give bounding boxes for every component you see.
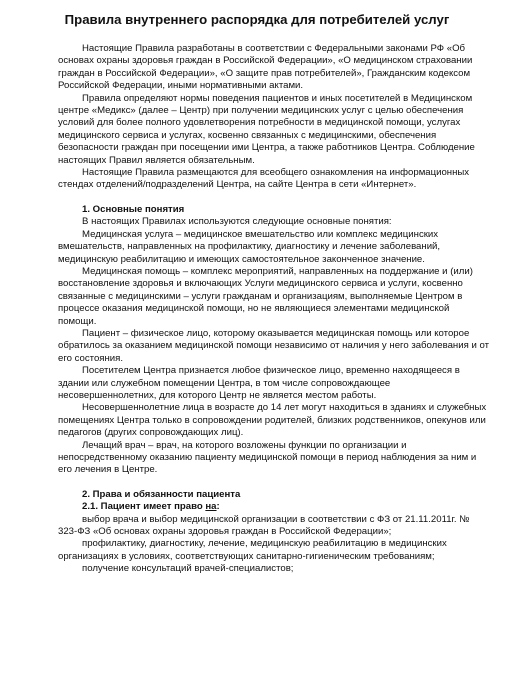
subheading-colon: : <box>216 501 220 513</box>
subheading-text: 2.1. Пациент имеет право <box>82 501 206 513</box>
section-1-paragraph-1: В настоящих Правилах используются следующие основные понятия: <box>82 216 392 228</box>
section-1-paragraph-3: Медицинская помощь – комплекс мероприятий, направленных на поддержание и (или) восстановление здоровья и включающих Услуги медицинского сервиса и услуги, косвенно связанные с медицинскими – услуги гражданам и организациям, выполняемые Центром в процессе оказания медицинской помощи, но не являющиеся элементами медицинской помощи. <box>58 265 473 327</box>
section-1-paragraph-2: Медицинская услуга – медицинское вмешательство или комплекс медицинских вмешательств, направленных на профилактику, диагностику и лечение заболеваний, медицинскую реабилитацию и имеющих самостоятельное законченное значение. <box>58 228 441 265</box>
spacer <box>58 477 490 489</box>
section-1-heading: 1. Основные понятия <box>82 203 185 215</box>
rights-item-3: получение консультаций врачей-специалистов; <box>82 563 294 575</box>
spacer <box>58 192 490 204</box>
section-2-heading: 2. Права и обязанности пациента <box>82 488 241 500</box>
rights-item-2: профилактику, диагностику, лечение, медицинскую реабилитацию в медицинских организациях в условиях, соответствующих санитарно-гигиеническим требованиям; <box>58 538 447 562</box>
intro-paragraph-2: Правила определяют нормы поведения пациентов и иных посетителей в Медицинском центре «Медикс» (далее – Центр) при получении медицинских услуг с целью обеспечения условий для более полного удовлетворения потребности в медицинской помощи, услугах медицинского сервиса и услугах, косвенно связанных с медицинскими, обеспечения безопасности граждан при посещении ими Центра, а также работников Центра. Соблюдение настоящих Правил является обязательным. <box>58 92 475 166</box>
intro-paragraph-3: Настоящие Правила размещаются для всеобщего ознакомления на информационных стендах отделений/подразделений Центра, на сайте Центра в сети «Интернет». <box>58 167 470 191</box>
section-1-paragraph-4: Пациент – физическое лицо, которому оказывается медицинская помощь или которое обратилось за оказанием медицинской помощи независимо от наличия у него заболевания и от его состояния. <box>58 327 489 364</box>
section-2-1-subheading <box>58 501 490 513</box>
section-1-paragraph-6: Несовершеннолетние лица в возрасте до 14 лет могут находиться в зданиях и служебных помещениях Центра только в сопровождении родителей, близких родственников, опекунов или педагогов (других сопровождающих лиц). <box>58 402 487 439</box>
section-1-paragraph-5: Посетителем Центра признается любое физическое лицо, временно находящееся в здании или служебном помещении Центра, в том числе сопровождающее несовершеннолетних, для которого Центр не является местом работы. <box>58 365 460 401</box>
rights-item-1: выбор врача и выбор медицинской организации в соответствии с ФЗ от 21.11.2011г. № 323-ФЗ «Об основах охраны здоровья граждан в Российской Федерации»; <box>58 513 470 538</box>
document-title: Правила внутреннего распорядка для потребителей услуг <box>64 12 450 27</box>
intro-paragraph-1: Настоящие Правила разработаны в соответствии с Федеральными законами РФ «Об основах охраны здоровья граждан в Российской Федерации», «О медицинском страховании граждан в Российской Федерации», «О защите прав потребителей», Гражданским кодексом Российской Федерации, иными нормативными актами. <box>58 43 473 92</box>
section-1-paragraph-7: Лечащий врач – врач, на которого возложены функции по организации и непосредственному оказанию пациенту медицинской помощи в период наблюдения за ним и его лечения в Центре. <box>58 439 477 476</box>
subheading-underlined-text: на <box>205 501 217 513</box>
